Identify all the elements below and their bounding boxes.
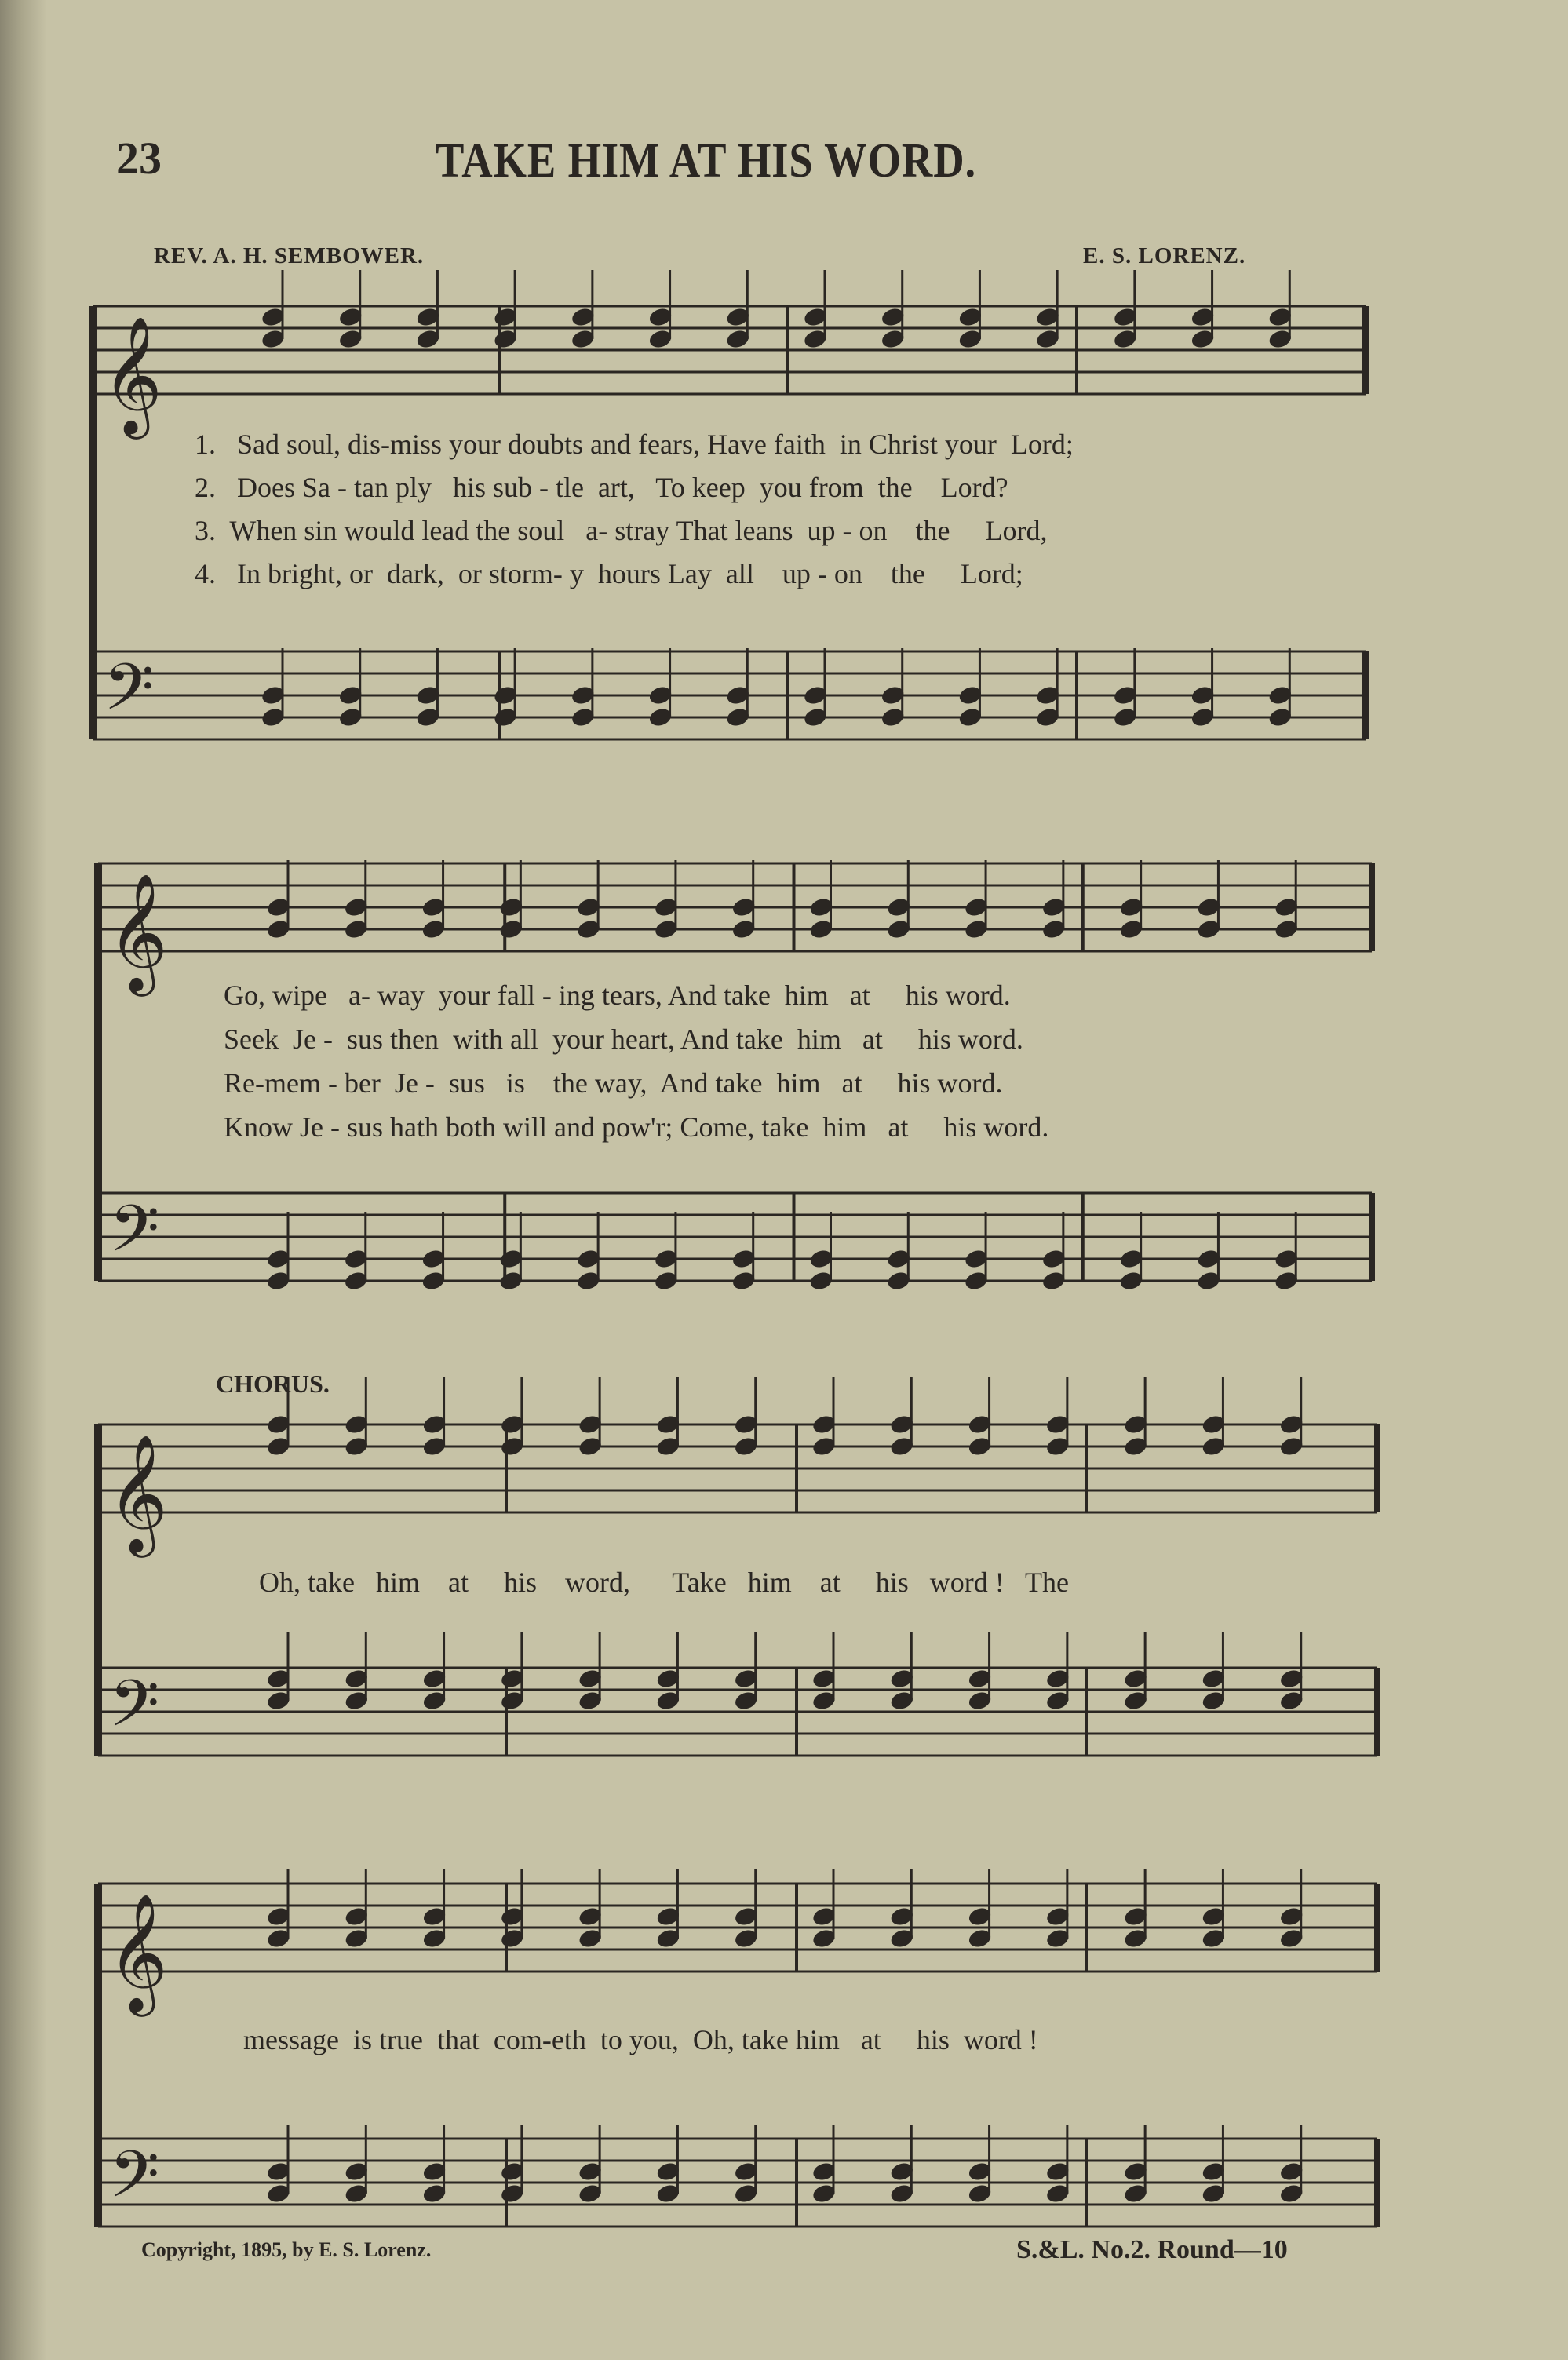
copyright-notice: Copyright, 1895, by E. S. Lorenz. <box>141 2238 432 2261</box>
verse-1-line-1: 1. Sad soul, dis-miss your doubts and fears, Have faith in Christ your Lord; <box>195 429 1074 460</box>
chorus-label: CHORUS. <box>216 1370 330 1398</box>
verse-4-line-2: Know Je - sus hath both will and pow'r; Come, take him at his word. <box>224 1111 1049 1143</box>
verse-2-line-2: Seek Je - sus then with all your heart, And take him at his word. <box>224 1023 1023 1055</box>
chorus-lyric-line-2: message is true that com-eth to you, Oh, take him at his word ! <box>243 2024 1038 2055</box>
treble-clef-icon: 𝄞 <box>108 1433 168 1552</box>
bass-clef-icon: 𝄢 <box>109 2136 160 2228</box>
treble-clef-icon: 𝄞 <box>108 872 168 991</box>
treble-clef-icon: 𝄞 <box>108 1892 168 2012</box>
verse-3-line-2: Re-mem - ber Je - sus is the way, And take him at his word. <box>224 1067 1003 1099</box>
verse-2-line-1: 2. Does Sa - tan ply his sub - tle art, To keep you from the Lord? <box>195 472 1008 503</box>
hymn-number: 23 <box>116 133 162 184</box>
verse-4-line-1: 4. In bright, or dark, or storm- y hours Lay all up - on the Lord; <box>195 558 1023 589</box>
verse-1-line-2: Go, wipe a- way your fall - ing tears, And take him at his word. <box>224 979 1011 1011</box>
bass-clef-icon: 𝄢 <box>109 1665 160 1757</box>
bass-clef-icon: 𝄢 <box>109 1191 160 1282</box>
hymn-title: TAKE HIM AT HIS WORD. <box>436 134 976 188</box>
composer-credit: E. S. LORENZ. <box>1083 243 1246 268</box>
chorus-lyric-line-1: Oh, take him at his word, Take him at his word ! The <box>259 1567 1070 1598</box>
verse-3-line-1: 3. When sin would lead the soul a- stray That leans up - on the Lord, <box>195 515 1048 546</box>
lyricist-credit: REV. A. H. SEMBOWER. <box>154 243 425 268</box>
treble-clef-icon: 𝄞 <box>102 315 162 434</box>
bass-clef-icon: 𝄢 <box>104 649 155 741</box>
plate-number: S.&L. No.2. Round—10 <box>1016 2235 1288 2264</box>
